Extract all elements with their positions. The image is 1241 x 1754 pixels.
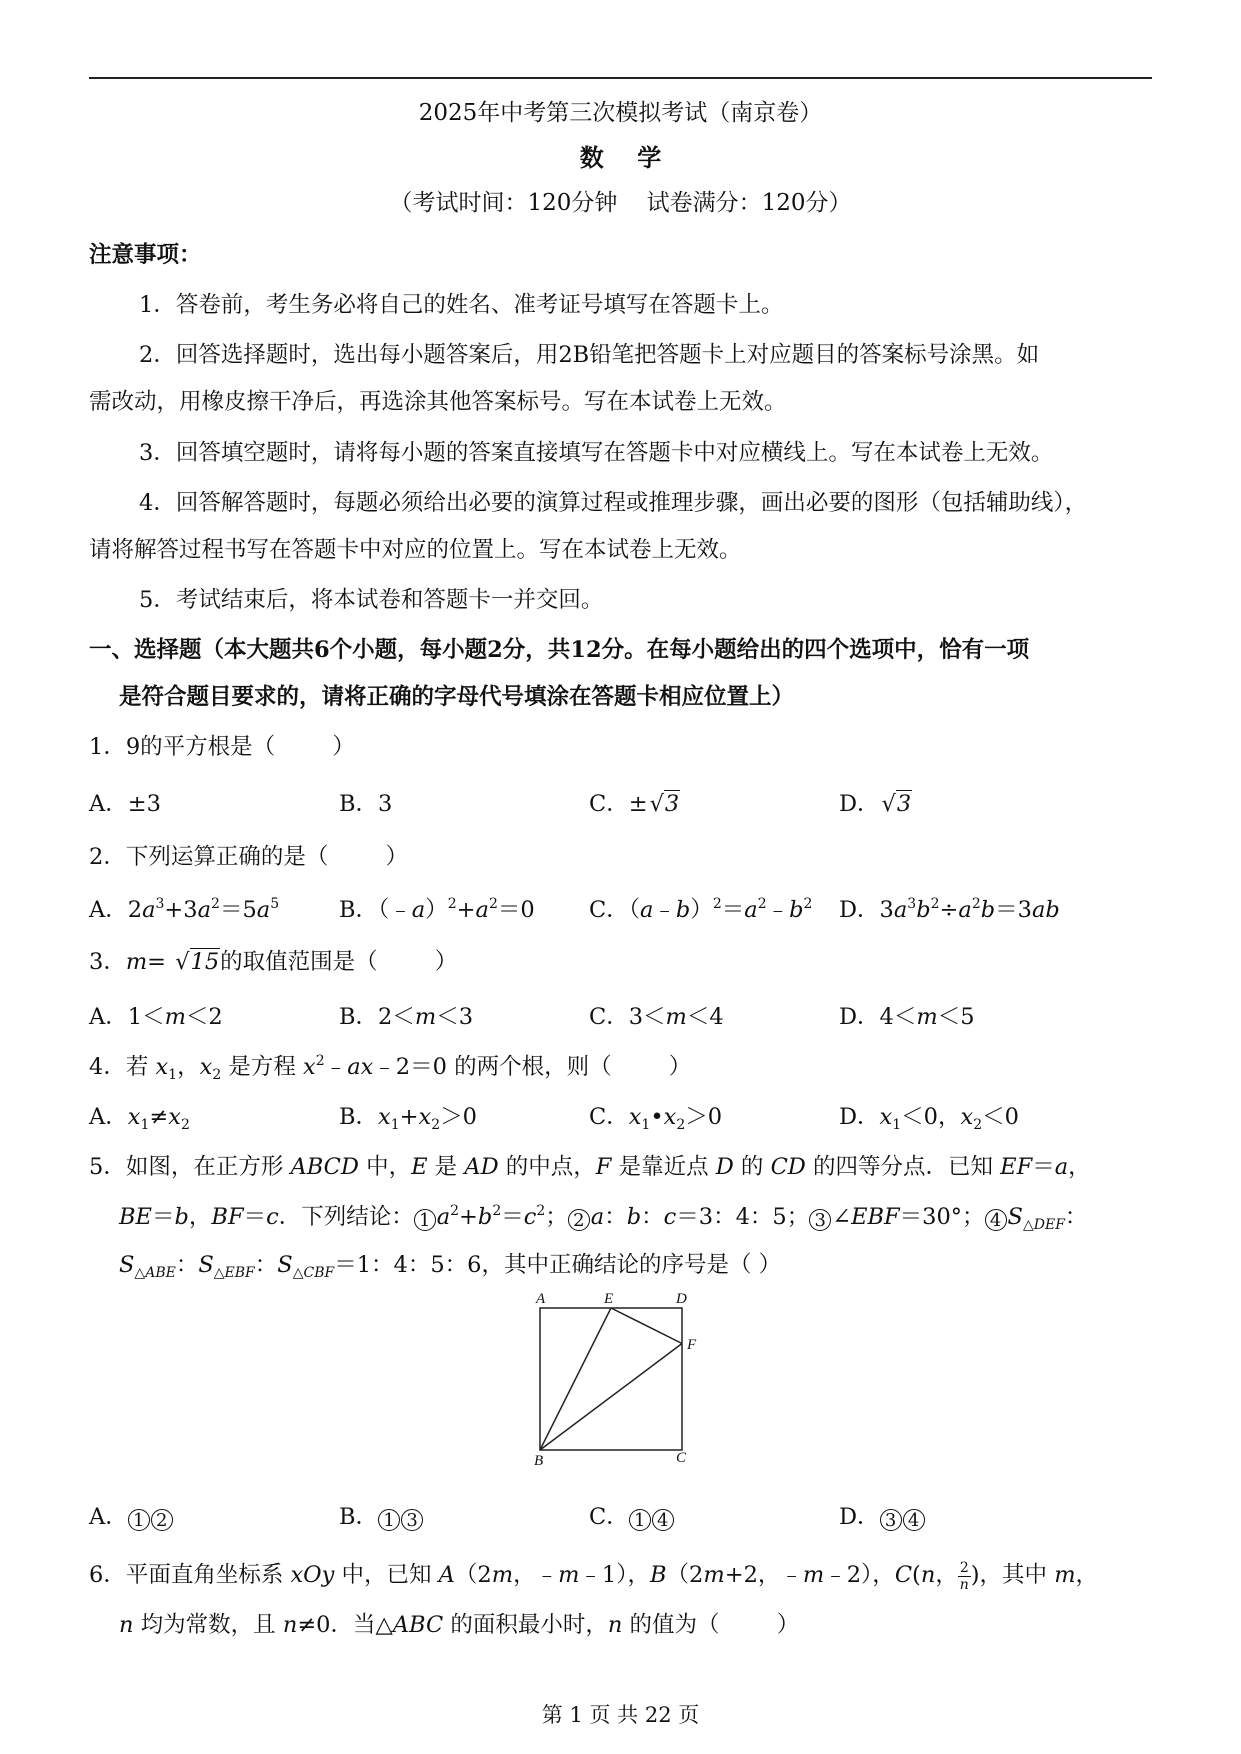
note-item: 1．答卷前，考生务必将自己的姓名、准考证号填写在答题卡上。 — [139, 292, 784, 318]
q1-option-a: A．±3 — [89, 791, 161, 817]
note-item: 3．回答填空题时，请将每小题的答案直接填写在答题卡中对应横线上。写在本试卷上无效。 — [139, 440, 1054, 466]
section-heading: 一、选择题（本大题共6个小题，每小题2分，共12分。在每小题给出的四个选项中，恰有一项 — [89, 637, 1030, 663]
subject-title: 数 学 — [579, 143, 662, 172]
question-5-line2: BE＝b，BF＝c．下列结论： 1 $a^2+b^2=c^2$； 2 a：b：c＝3：4：5； 3 ∠EBF＝30°； 4 $S_{\triangle DEF}$： — [119, 1203, 1088, 1233]
q5-option-a: A． 1 2 — [89, 1500, 174, 1534]
q3-option-d: D．4＜m＜5 — [839, 1004, 975, 1030]
note-item: 请将解答过程书写在答题卡中对应的位置上。写在本试卷上无效。 — [89, 537, 742, 563]
q4-option-a: A．$x_1\ne x_2$ — [89, 1104, 190, 1133]
q2-option-a: A．$2a^3+3a^2=5a^5$ — [89, 896, 280, 923]
exam-title: 2025年中考第三次模拟考试（南京卷） — [418, 100, 823, 126]
q3-option-c: C．3＜m＜4 — [589, 1004, 724, 1030]
q1-option-c: C．±√3 — [589, 791, 680, 817]
square-abcd — [540, 1308, 682, 1450]
square-figure — [530, 1290, 710, 1465]
question-1-stem: 1．9的平方根是（ ） — [89, 734, 355, 760]
segment-bf — [540, 1344, 682, 1451]
q2-option-d: D．$3a^3b^2\div a^2b=3ab$ — [839, 896, 1060, 923]
section-heading: 是符合题目要求的，请将正确的字母代号填涂在答题卡相应位置上） — [119, 684, 795, 710]
exam-info: （考试时间：120分钟 试卷满分：120分） — [389, 190, 852, 216]
q1-option-b: B．3 — [339, 791, 393, 817]
question-3-stem: 3．m= √15的取值范围是（ ） — [89, 949, 458, 975]
question-2-stem: 2．下列运算正确的是（ ） — [89, 844, 409, 870]
q2-option-b: B．$(﹣a)^2+a^2=0$ — [339, 896, 535, 923]
note-item: 5．考试结束后，将本试卷和答题卡一并交回。 — [139, 587, 604, 613]
q5-option-b: B． 1 3 — [339, 1500, 424, 1534]
q4-option-c: C．$x_1•x_2>0$ — [589, 1104, 723, 1133]
label-b: B — [534, 1453, 544, 1465]
question-6-line1: 6．平面直角坐标系 xOy 中，已知 A（2m，﹣m﹣1），B（2m+2，﹣m﹣2），C(n， $\frac{2}{n}$ )，其中 m， — [89, 1559, 1099, 1593]
label-f: F — [687, 1337, 697, 1353]
top-rule — [89, 77, 1152, 79]
label-a: A — [536, 1291, 546, 1307]
q1-option-d: D．√3 — [839, 791, 912, 817]
question-5-line3: $S_{\triangle ABE}$：$S_{\triangle EBF}$：$S_{\triangle CBF}=1$：4：5：6，其中正确结论的序号是（ ） — [119, 1252, 782, 1281]
question-5-line1: 5．如图，在正方形 ABCD 中，E 是 AD 的中点，F 是靠近点 D 的 CD 的四等分点．已知 EF＝a， — [89, 1154, 1091, 1180]
q2-option-c: C．$(a﹣b)^2=a^2﹣b^2$ — [589, 896, 813, 923]
q3-option-a: A．1＜m＜2 — [89, 1004, 223, 1030]
note-item: 2．回答选择题时，选出每小题答案后，用2B铅笔把答题卡上对应题目的答案标号涂黑。如 — [139, 342, 1040, 368]
question-6-line2: n 均为常数，且 n≠0．当△ABC 的面积最小时，n 的值为（ ） — [119, 1612, 800, 1638]
page-footer: 第 1 页 共 22 页 — [541, 1703, 700, 1727]
q4-option-b: B．$x_1+x_2>0$ — [339, 1104, 477, 1133]
q5-option-c: C． 1 4 — [589, 1500, 675, 1534]
segment-ef — [611, 1308, 682, 1344]
label-c: C — [676, 1450, 687, 1465]
label-e: E — [604, 1291, 614, 1307]
notes-heading: 注意事项： — [89, 242, 202, 268]
note-item: 需改动，用橡皮擦干净后，再选涂其他答案标号。写在本试卷上无效。 — [89, 389, 787, 415]
q4-option-d: D．$x_1<0$，$x_2<0$ — [839, 1104, 1019, 1133]
q3-option-b: B．2＜m＜3 — [339, 1004, 474, 1030]
question-4-stem: 4．若 $x_1$，$x_2$ 是方程 $x^2﹣ax﹣2=0$ 的两个根，则（ ） — [89, 1053, 692, 1083]
note-item: 4．回答解答题时，每题必须给出必要的演算过程或推理步骤，画出必要的图形（包括辅助线）， — [139, 490, 1088, 516]
label-d: D — [676, 1291, 687, 1307]
q5-option-d: D． 3 4 — [839, 1500, 926, 1534]
segment-be — [540, 1308, 611, 1450]
